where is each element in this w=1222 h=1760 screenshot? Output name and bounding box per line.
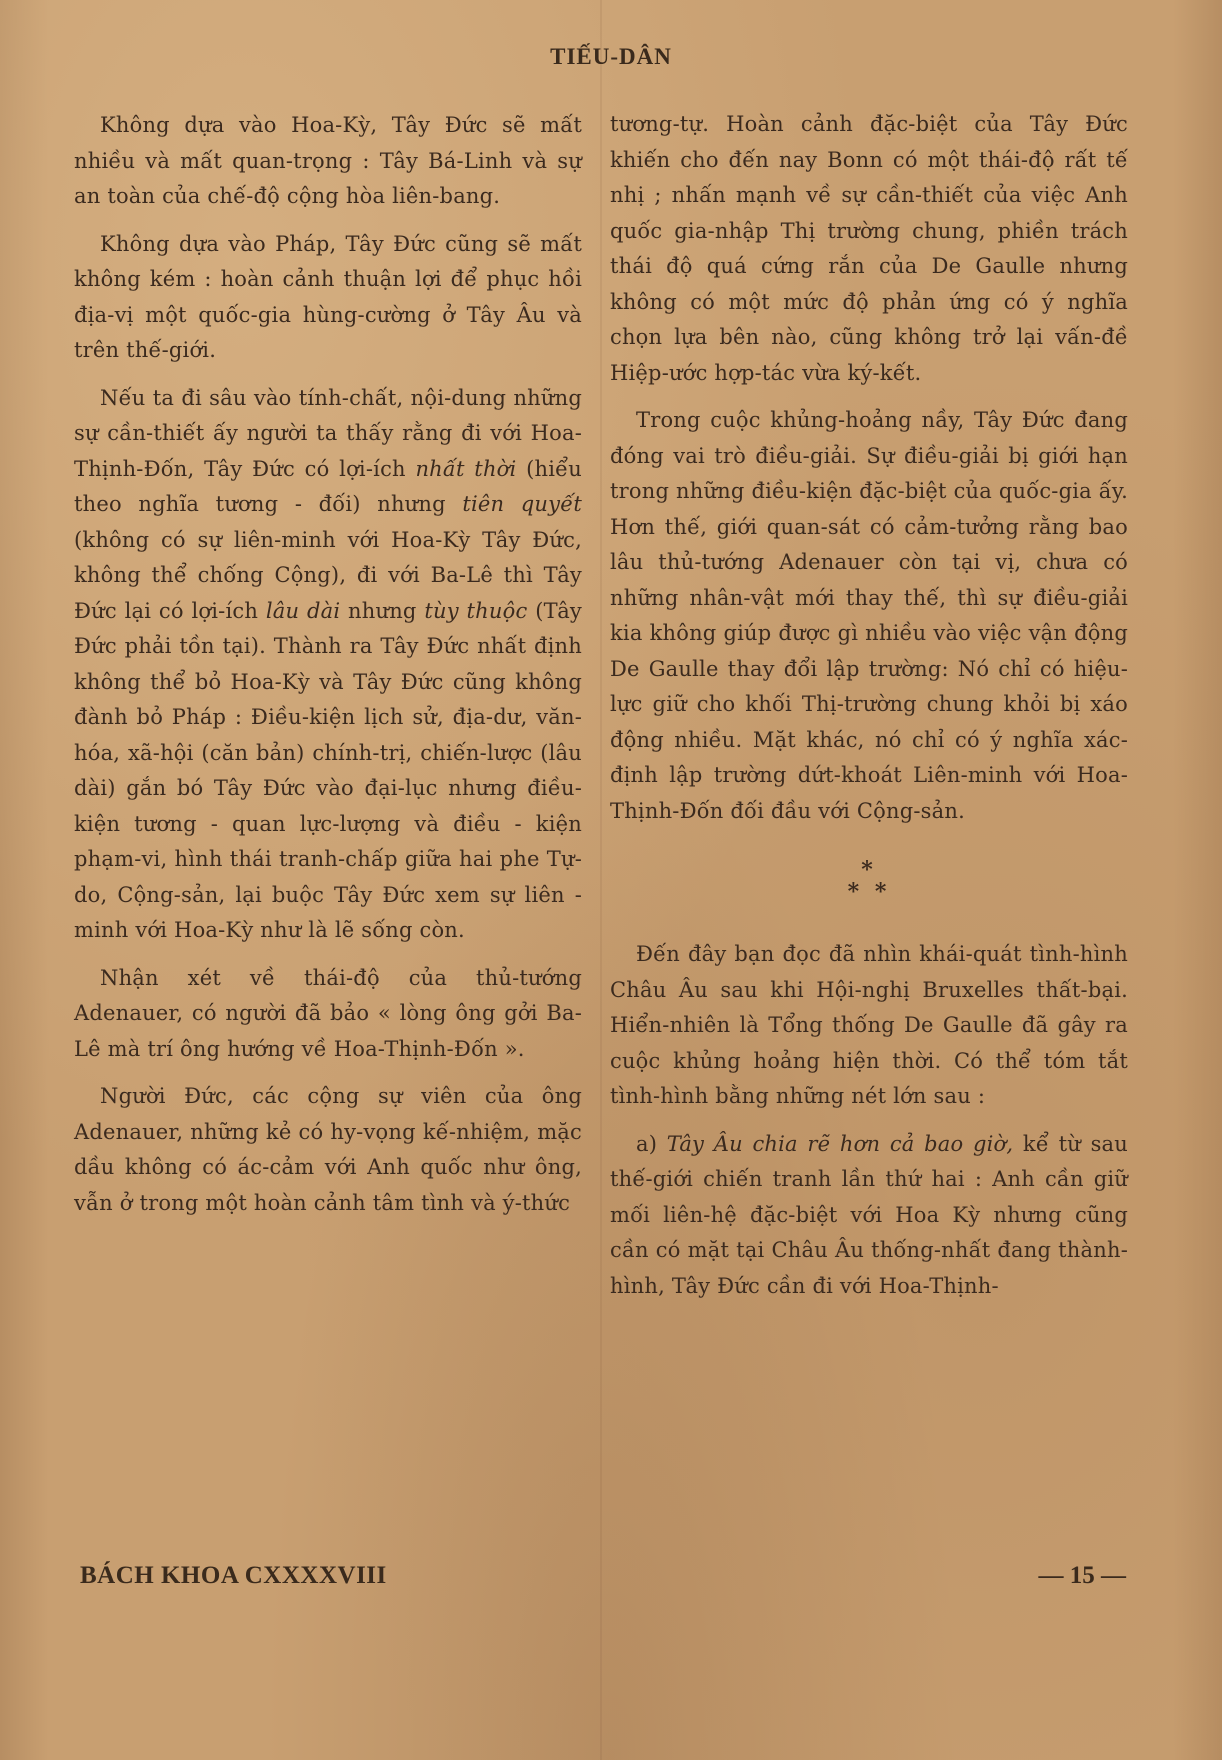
text-run: nhưng — [340, 598, 425, 623]
paragraph — [74, 961, 582, 1068]
publication-footer: BÁCH KHOA CXXXXVIII — [80, 1562, 387, 1589]
paragraph — [74, 227, 582, 369]
section-separator — [610, 859, 1128, 903]
text-run: Nhận xét về thái-độ của thủ-tướng Adenauer, có người đã bảo « lòng ông gởi Ba-Lê mà trí ông hướng về Hoa-Thịnh-Đốn ». — [74, 965, 582, 1061]
text-run: (Tây Đức phải tồn tại). Thành ra Tây Đức nhất định không thể bỏ Hoa-Kỳ và Tây Đức cũng không đành bỏ Pháp : Điều-kiện lịch sử, địa-dư, văn-hóa, xã-hội (căn bản) chính-trị, chiến-lược (lâu dài) gắn bó Tây Đức vào đại-lục nhưng điều-kiện tương - quan lực-lượng và điều - kiện phạm-vi, hình thái tranh-chấp giữa hai phe Tự-do, Cộng-sản, lại buộc Tây Đức xem sự liên - minh với Hoa-Kỳ như là lẽ sống còn. — [74, 598, 582, 942]
left-column — [74, 108, 582, 1233]
text-run: Trong cuộc khủng-hoảng nầy, Tây Đức đang đóng vai trò điều-giải. Sự điều-giải bị giới hạn trong những điều-kiện đặc-biệt của quốc-gia ấy. Hơn thế, giới quan-sát có cảm-tưởng rằng bao lâu thủ-tướng Adenauer còn tại vị, chưa có những nhân-vật mới thay thế, thì sự điều-giải kia không giúp được gì nhiều vào việc vận động De Gaulle thay đổi lập trường: Nó chỉ có hiệu-lực giữ cho khối Thị-trường chung khỏi bị xáo động nhiều. Mặt khác, nó chỉ có ý nghĩa xác-định lập trường dứt-khoát Liên-minh với Hoa-Thịnh-Đốn đối đầu với Cộng-sản. — [610, 408, 1128, 823]
paragraph — [74, 108, 582, 215]
page-crease — [600, 0, 602, 1760]
text-run: (hiểu theo nghĩa tương - đối) nhưng — [74, 456, 583, 516]
italic-phrase: nhất thời — [415, 456, 517, 481]
text-run: (không có sự liên-minh với Hoa-Kỳ Tây Đức, không thể chống Cộng), đi với Ba-Lê thì Tây Đức lại có lợi-ích — [74, 527, 582, 623]
running-title: TIẾU-DÂN — [550, 44, 672, 69]
text-run: tương-tự. Hoàn cảnh đặc-biệt của Tây Đức khiến cho đến nay Bonn có một thái-độ rất tế nhị ; nhấn mạnh về sự cần-thiết của việc Anh quốc gia-nhập Thị trường chung, phiền trách thái độ quá cứng rắn của De Gaulle nhưng không có một mức độ phản ứng có ý nghĩa chọn lựa bên nào, cũng không trở lại vấn-đề Hiệp-ước hợp-tác vừa ký-kết. — [610, 112, 1128, 385]
paragraph — [74, 381, 582, 949]
paragraph — [74, 1079, 582, 1221]
text-run: Không dựa vào Pháp, Tây Đức cũng sẽ mất không kém : hoàn cảnh thuận lợi để phục hồi địa-vị một quốc-gia hùng-cường ở Tây Âu và trên thế-giới. — [74, 231, 582, 362]
italic-phrase: tiên quyết — [462, 492, 582, 516]
text-run: a) — [636, 1131, 667, 1156]
italic-phrase: tùy thuộc — [424, 598, 528, 623]
separator-star-top: * — [861, 857, 877, 883]
italic-phrase: Tây Âu chia rẽ hơn cả bao giờ, — [666, 1131, 1014, 1156]
text-run: Không dựa vào Hoa-Kỳ, Tây Đức sẽ mất nhiều và mất quan-trọng : Tây Bá-Linh và sự an toàn của chế-độ cộng hòa liên-bang. — [74, 113, 582, 208]
paragraph — [610, 1127, 1128, 1305]
text-run: Đến đây bạn đọc đã nhìn khái-quát tình-hình Châu Âu sau khi Hội-nghị Bruxelles thất-bại. Hiển-nhiên là Tổng thống De Gaulle đã gây ra cuộc khủng hoảng hiện thời. Có thể tóm tắt tình-hình bằng những nét lớn sau : — [610, 942, 1128, 1108]
paragraph — [610, 403, 1128, 829]
right-column — [610, 107, 1128, 1316]
text-run: Người Đức, các cộng sự viên của ông Adenauer, những kẻ có hy-vọng kế-nhiệm, mặc dầu không có ác-cảm với Anh quốc như ông, vẫn ở trong một hoàn cảnh tâm tình và ý-thức — [74, 1084, 582, 1215]
italic-phrase: lâu dài — [265, 598, 341, 623]
paragraph-continued — [610, 107, 1128, 391]
separator-star-bottom: * * — [847, 879, 891, 905]
page-number: — 15 — — [1038, 1562, 1126, 1589]
text-run: kể từ sau thế-giới chiến tranh lần thứ hai : Anh cần giữ mối liên-hệ đặc-biệt với Hoa Kỳ nhưng cũng cần có mặt tại Châu Âu thống-nhất đang thành-hình, Tây Đức cần đi với Hoa-Thịnh- — [610, 1131, 1128, 1298]
paragraph — [610, 937, 1128, 1115]
text-run: Nếu ta đi sâu vào tính-chất, nội-dung những sự cần-thiết ấy người ta thấy rằng đi với Hoa-Thịnh-Đốn, Tây Đức có lợi-ích — [74, 385, 582, 481]
